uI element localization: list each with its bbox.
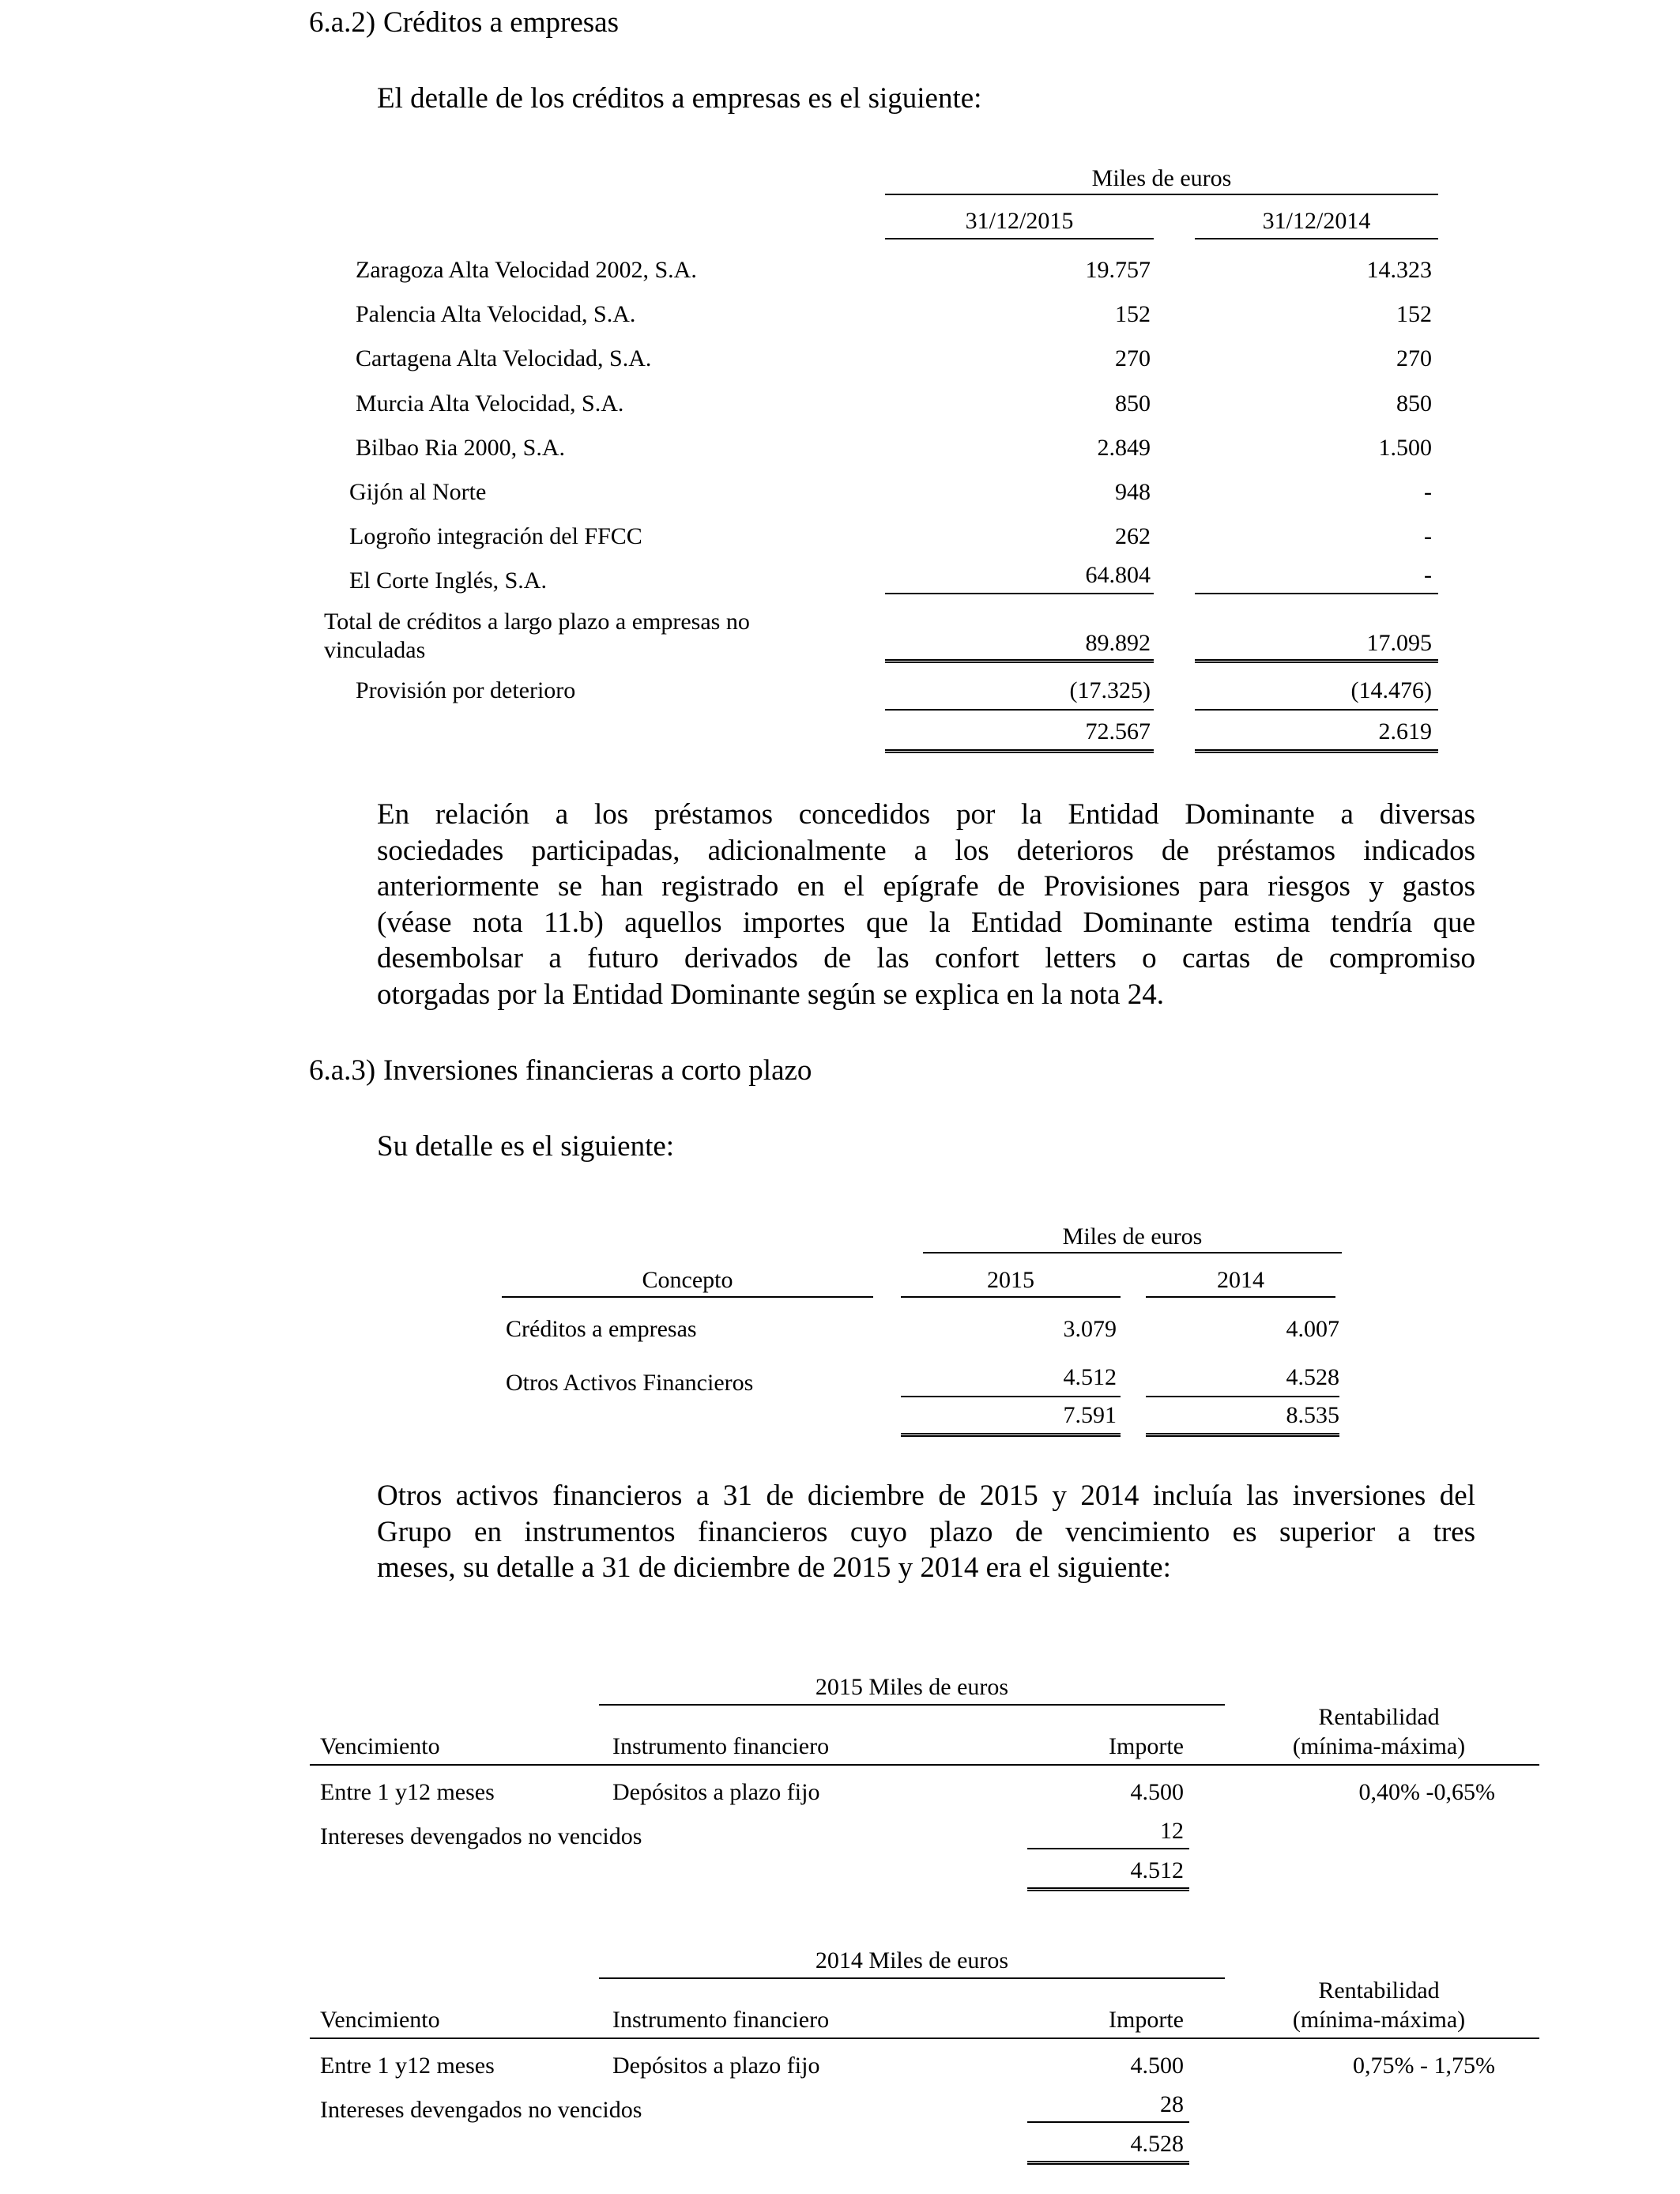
importe-cell: 4.500 (1130, 1779, 1184, 1805)
subtotal-rule (1027, 1848, 1189, 1849)
row-value-2015: 3.079 (1063, 1316, 1117, 1342)
total-label: vinculadas (324, 637, 426, 663)
paragraph-other-assets (377, 1478, 1475, 1586)
subtotal-rule (1195, 709, 1438, 711)
concept-header: Concepto (642, 1267, 733, 1293)
paragraph-line: meses, su detalle a 31 de diciembre de 2015 y 2014 era el siguiente: (377, 1551, 1171, 1585)
subtotal-rule (885, 709, 1154, 711)
row-value-2014: 270 (1396, 345, 1432, 371)
row-label: Otros Activos Financieros (506, 1370, 754, 1396)
paragraph-line: otorgadas por la Entidad Dominante según se explica en la nota 24. (377, 978, 1164, 1011)
row-value-2014: - (1424, 562, 1432, 588)
rentabilidad-header: Rentabilidad (1318, 1977, 1440, 2004)
total-value-2015: 89.892 (1085, 630, 1151, 656)
column-rule (885, 238, 1154, 239)
net-double-rule (1195, 749, 1438, 753)
total-value-2014: 17.095 (1366, 630, 1432, 656)
group-header: 2014 Miles de euros (815, 1947, 1009, 1973)
group-header-rule (599, 1977, 1225, 1979)
total-double-rule (1027, 1887, 1189, 1891)
section-intro: Su detalle es el siguiente: (377, 1130, 675, 1163)
row-value-2015: 152 (1115, 301, 1151, 327)
unit-header: Miles de euros (1062, 1223, 1203, 1250)
section-number: 6.a.3) (309, 1054, 376, 1087)
column-header-2015: 2015 (987, 1267, 1034, 1293)
row-label: Zaragoza Alta Velocidad 2002, S.A. (356, 257, 697, 283)
rentabilidad-cell: 0,40% -0,65% (1358, 1779, 1495, 1805)
row-value-2014: - (1424, 479, 1432, 505)
subtotal-rule (885, 593, 1154, 594)
subtotal-rule (901, 1396, 1121, 1397)
total-double-rule (901, 1433, 1121, 1437)
provision-value-2014: (14.476) (1350, 677, 1432, 703)
paragraph-line: sociedades participadas, adicionalmente a los deterioros de préstamos indicados (377, 834, 1475, 867)
column-rule (502, 1296, 873, 1298)
total-value-2015: 7.591 (1063, 1402, 1117, 1428)
instrumento-cell: Depósitos a plazo fijo (612, 2053, 820, 2079)
total-importe: 4.528 (1130, 2131, 1184, 2157)
row-value-2015: 948 (1115, 479, 1151, 505)
provision-label: Provisión por deterioro (356, 677, 576, 703)
provision-value-2015: (17.325) (1069, 677, 1151, 703)
row-value-2014: 850 (1396, 390, 1432, 417)
unit-header: Miles de euros (1091, 165, 1232, 191)
column-header-2014: 2014 (1217, 1267, 1264, 1293)
instrumento-cell: Depósitos a plazo fijo (612, 1779, 820, 1805)
row-value-2014: 152 (1396, 301, 1432, 327)
header-rule (923, 1252, 1342, 1253)
section-number: 6.a.2) (309, 6, 376, 39)
net-value-2014: 2.619 (1378, 718, 1432, 745)
section-title: Inversiones financieras a corto plazo (383, 1054, 812, 1087)
total-double-rule (1027, 2161, 1189, 2165)
instrumento-header: Instrumento financiero (612, 1733, 830, 1759)
row-label: Palencia Alta Velocidad, S.A. (356, 301, 636, 327)
total-double-rule (1146, 1433, 1339, 1437)
vencimiento-header: Vencimiento (320, 2007, 440, 2033)
row-label: Murcia Alta Velocidad, S.A. (356, 390, 624, 417)
vencimiento-header: Vencimiento (320, 1733, 440, 1759)
column-header-2014: 31/12/2014 (1262, 208, 1371, 234)
column-rule (1195, 238, 1438, 239)
row-value-2015: 64.804 (1085, 562, 1151, 588)
row-value-2014: 1.500 (1378, 435, 1432, 461)
paragraph-line: desembolsar a futuro derivados de las confort letters o cartas de compromiso (377, 942, 1475, 975)
net-value-2015: 72.567 (1085, 718, 1151, 745)
row-label: Logroño integración del FFCC (349, 523, 642, 549)
importe-cell: 4.500 (1130, 2053, 1184, 2079)
interest-label: Intereses devengados no vencidos (320, 2097, 642, 2123)
importe-header: Importe (1109, 1733, 1184, 1759)
interest-importe: 12 (1160, 1818, 1184, 1844)
header-rule (310, 2038, 1539, 2039)
group-header: 2015 Miles de euros (815, 1674, 1009, 1700)
net-double-rule (885, 749, 1154, 753)
importe-header: Importe (1109, 2007, 1184, 2033)
row-label: Gijón al Norte (349, 479, 487, 505)
interest-label: Intereses devengados no vencidos (320, 1823, 642, 1849)
total-double-rule (1195, 659, 1438, 663)
total-label: Total de créditos a largo plazo a empresas no (324, 609, 750, 635)
row-label: Cartagena Alta Velocidad, S.A. (356, 345, 652, 371)
header-rule (310, 1764, 1539, 1766)
paragraph-line: En relación a los préstamos concedidos por la Entidad Dominante a diversas (377, 798, 1475, 831)
row-value-2015: 850 (1115, 390, 1151, 417)
total-double-rule (885, 659, 1154, 663)
interest-importe: 28 (1160, 2091, 1184, 2117)
row-value-2015: 19.757 (1085, 257, 1151, 283)
subtotal-rule (1146, 1396, 1339, 1397)
row-label: Bilbao Ria 2000, S.A. (356, 435, 566, 461)
total-importe: 4.512 (1130, 1857, 1184, 1883)
group-header-rule (599, 1704, 1225, 1706)
row-value-2015: 4.512 (1063, 1364, 1117, 1390)
row-value-2014: 4.007 (1286, 1316, 1339, 1342)
total-value-2014: 8.535 (1286, 1402, 1339, 1428)
paragraph-line: anteriormente se han registrado en el epígrafe de Provisiones para riesgos y gastos (377, 870, 1475, 903)
row-value-2015: 270 (1115, 345, 1151, 371)
header-rule (885, 194, 1438, 195)
paragraph-line: Otros activos financieros a 31 de diciembre de 2015 y 2014 incluía las inversiones del (377, 1480, 1475, 1512)
row-value-2015: 2.849 (1097, 435, 1151, 461)
row-value-2014: - (1424, 523, 1432, 549)
row-value-2014: 4.528 (1286, 1364, 1339, 1390)
row-label: El Corte Inglés, S.A. (349, 567, 547, 594)
rentabilidad-header: (mínima-máxima) (1292, 2007, 1466, 2033)
subtotal-rule (1195, 593, 1438, 594)
row-value-2014: 14.323 (1366, 257, 1432, 283)
vencimiento-cell: Entre 1 y12 meses (320, 1779, 495, 1805)
paragraph-line: (véase nota 11.b) aquellos importes que la Entidad Dominante estima tendría que (377, 906, 1475, 939)
row-value-2015: 262 (1115, 523, 1151, 549)
row-label: Créditos a empresas (506, 1316, 697, 1342)
section-title: Créditos a empresas (383, 6, 619, 39)
column-header-2015: 31/12/2015 (965, 208, 1074, 234)
column-rule (1146, 1296, 1335, 1298)
column-rule (901, 1296, 1121, 1298)
section-intro: El detalle de los créditos a empresas es el siguiente: (377, 82, 982, 115)
paragraph-line: Grupo en instrumentos financieros cuyo plazo de vencimiento es superior a tres (377, 1515, 1475, 1548)
rentabilidad-header: Rentabilidad (1318, 1704, 1440, 1730)
paragraph-provisions (377, 797, 1475, 1013)
rentabilidad-header: (mínima-máxima) (1292, 1733, 1466, 1759)
rentabilidad-cell: 0,75% - 1,75% (1353, 2053, 1495, 2079)
vencimiento-cell: Entre 1 y12 meses (320, 2053, 495, 2079)
subtotal-rule (1027, 2121, 1189, 2123)
instrumento-header: Instrumento financiero (612, 2007, 830, 2033)
